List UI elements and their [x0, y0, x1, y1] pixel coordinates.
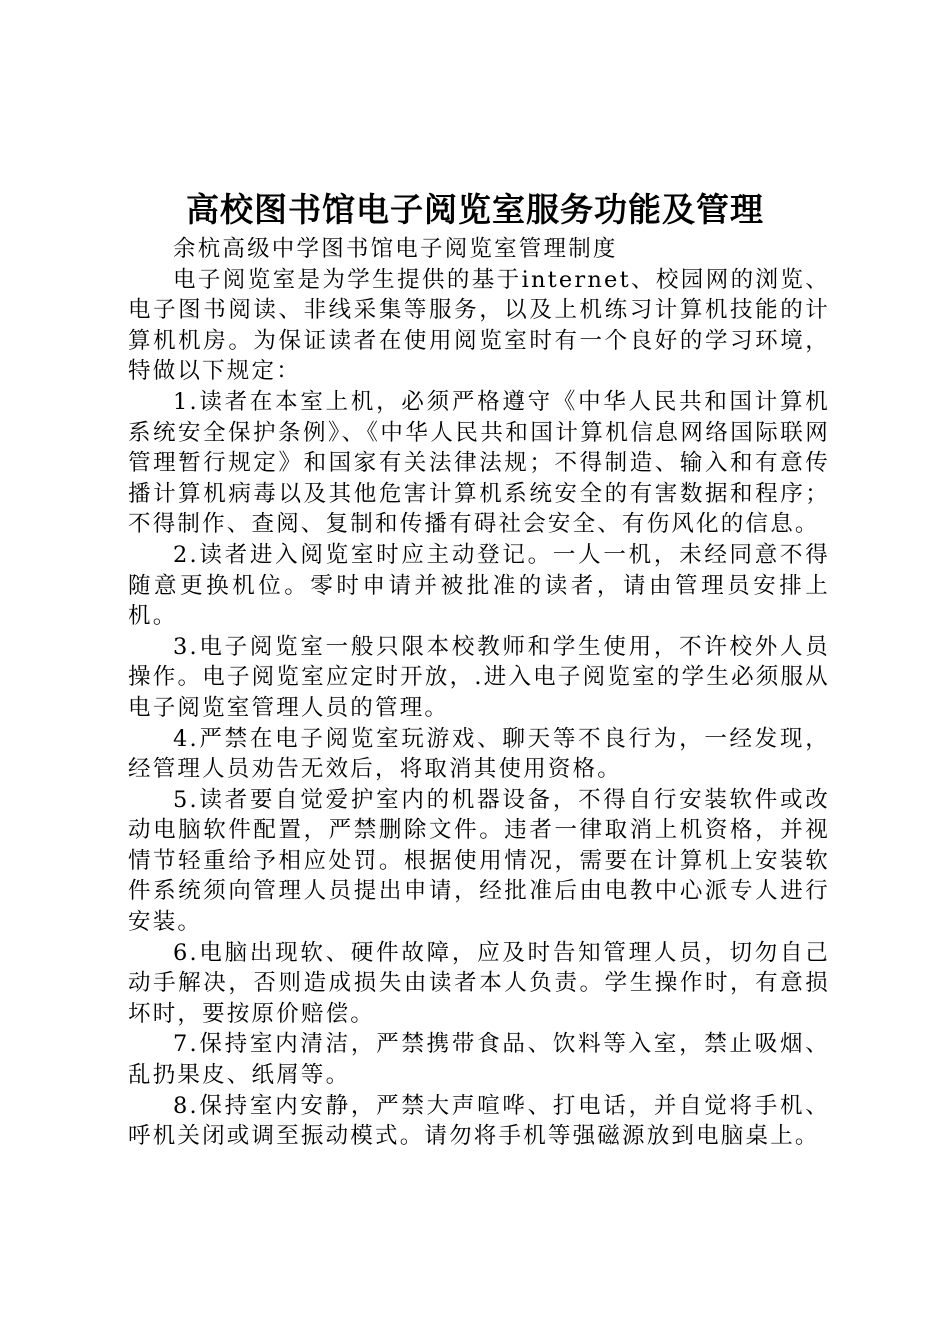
rule-paragraph-6: 6.电脑出现软、硬件故障，应及时告知管理人员，切勿自己动手解决，否则造成损失由读者本人负责。学生操作时，有意损坏时，要按原价赔偿。 [128, 939, 830, 1027]
rule-paragraph-2: 2.读者进入阅览室时应主动登记。一人一机，未经同意不得随意更换机位。零时申请并被批准的读者，请由管理员安排上机。 [128, 541, 830, 630]
rule-paragraph-7: 7.保持室内清洁，严禁携带食品、饮料等入室，禁止吸烟、乱扔果皮、纸屑等。 [128, 1031, 830, 1089]
document-body [128, 234, 830, 1152]
rule-paragraph-3: 3.电子阅览室一般只限本校教师和学生使用，不许校外人员操作。电子阅览室应定时开放，.进入电子阅览室的学生必须服从电子阅览室管理人员的管理。 [128, 633, 830, 721]
intro-paragraph: 电子阅览室是为学生提供的基于internet、校园网的浏览、电子图书阅读、非线采集等服务，以及上机练习计算机技能的计算机机房。为保证读者在使用阅览室时有一个良好的学习环境，特做以下规定： [128, 266, 830, 385]
rule-paragraph-4: 4.严禁在电子阅览室玩游戏、聊天等不良行为，一经发现，经管理人员劝告无效后，将取消其使用资格。 [128, 725, 830, 783]
rule-paragraph-8: 8.保持室内安静，严禁大声喧哗、打电话，并自觉将手机、呼机关闭或调至振动模式。请勿将手机等强磁源放到电脑桌上。 [128, 1092, 830, 1150]
rule-paragraph-5: 5.读者要自觉爱护室内的机器设备，不得自行安装软件或改动电脑软件配置，严禁删除文件。违者一律取消上机资格，并视情节轻重给予相应处罚。根据使用情况，需要在计算机上安装软件系统须向管理人员提出申请，经批准后由电教中心派专人进行安装。 [128, 786, 830, 936]
subtitle-paragraph: 余杭高级中学图书馆电子阅览室管理制度 [173, 236, 618, 262]
document-title: 高校图书馆电子阅览室服务功能及管理 [186, 190, 764, 229]
rule-paragraph-1: 1.读者在本室上机，必须严格遵守《中华人民共和国计算机系统安全保护条例》、《中华人民共和国计算机信息网络国际联网管理暂行规定》和国家有关法律法规；不得制造、输入和有意传播计算机病毒以及其他危害计算机系统安全的有害数据和程序；不得制作、查阅、复制和传播有碍社会安全、有伤风化的信息。 [128, 388, 830, 538]
